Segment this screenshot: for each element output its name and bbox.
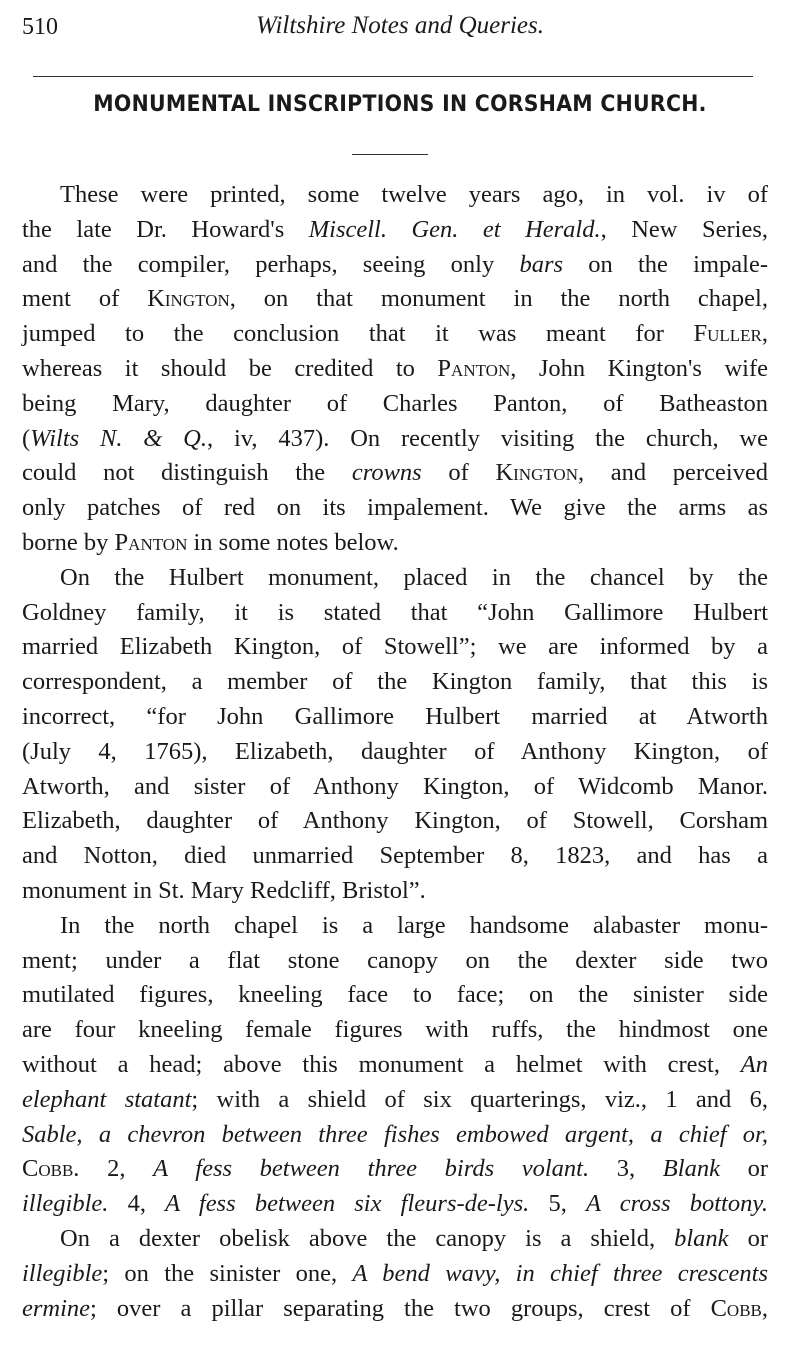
text-segment: are four kneeling female figures with ruffs, the hindmost one <box>22 1016 768 1044</box>
italic-text: Miscell. Gen. et Herald. <box>308 215 601 243</box>
small-caps-name: Fuller <box>693 320 762 348</box>
text-segment: , on that monument in the north chapel, <box>229 285 768 313</box>
text-segment: in some notes below. <box>187 528 399 556</box>
text-segment: 5, <box>529 1190 587 1218</box>
text-segment: , <box>761 1294 768 1322</box>
text-segment: and Notton, died unmarried September 8, 1823, and has a <box>22 842 768 870</box>
text-segment: without a head; above this monument a helmet with crest, <box>22 1050 741 1078</box>
text-segment: Goldney family, it is stated that “John Gallimore Hulbert <box>22 598 768 626</box>
text-line <box>22 874 768 909</box>
text-line <box>22 1083 768 1118</box>
text-segment: ; with a shield of six quarterings, viz., 1 and 6, <box>191 1085 768 1113</box>
italic-text: elephant statant <box>22 1085 192 1113</box>
text-segment: whereas it should be credited to <box>22 354 438 382</box>
italic-text: illegible. <box>22 1190 109 1218</box>
text-line <box>22 1048 768 1083</box>
text-segment: , and perceived <box>577 459 768 487</box>
text-segment: ment; under a flat stone canopy on the dexter side two <box>22 946 768 974</box>
text-segment: Atworth, and sister of Anthony Kington, of Widcomb Manor. <box>22 772 768 800</box>
text-segment: or <box>728 1224 768 1252</box>
text-segment: On a dexter obelisk above the canopy is a shield, <box>60 1224 675 1252</box>
text-line <box>22 770 768 805</box>
text-segment: on the impale- <box>563 250 768 278</box>
text-segment: or <box>719 1155 769 1183</box>
text-line <box>22 456 768 491</box>
italic-text: A fess between three birds volant. <box>153 1155 590 1183</box>
text-line <box>22 1152 768 1187</box>
title-rule <box>352 154 428 155</box>
text-line <box>22 596 768 631</box>
text-line <box>22 630 768 665</box>
italic-text: A fess between six fleurs-de-lys. <box>165 1190 530 1218</box>
italic-text: Wilts N. & Q. <box>30 424 208 452</box>
text-segment: mutilated figures, kneeling face to face; on the sinister side <box>22 981 768 1009</box>
text-line <box>22 526 768 561</box>
text-segment: jumped to the conclusion that it was meant for <box>22 320 694 348</box>
text-segment: , New Series, <box>600 215 768 243</box>
italic-text: blank <box>674 1224 729 1252</box>
text-segment: and the compiler, perhaps, seeing only <box>22 250 520 278</box>
text-line <box>22 735 768 770</box>
text-segment: married Elizabeth Kington, of Stowell”; we are informed by a <box>22 633 768 661</box>
text-segment: only patches of red on its impalement. We give the arms as <box>22 494 768 522</box>
text-line <box>22 665 768 700</box>
text-line <box>22 1222 768 1257</box>
text-line <box>22 944 768 979</box>
text-line <box>22 491 768 526</box>
italic-text: illegible <box>22 1259 103 1287</box>
text-segment: , <box>761 320 768 348</box>
text-line <box>22 1292 768 1327</box>
italic-text: bars <box>519 250 564 278</box>
text-line <box>22 282 768 317</box>
small-caps-name: Kington <box>147 285 230 313</box>
text-line <box>22 839 768 874</box>
italic-text: crowns <box>351 459 422 487</box>
text-segment: being Mary, daughter of Charles Panton, of Batheaston <box>22 389 768 417</box>
text-line <box>22 352 768 387</box>
text-line <box>22 1013 768 1048</box>
text-segment: 2, <box>79 1155 154 1183</box>
italic-text: A bend wavy, in chief three crescents <box>352 1259 768 1287</box>
header-rule <box>33 76 753 77</box>
text-segment: , John Kington's wife <box>510 354 768 382</box>
text-segment: ; on the sinister one, <box>102 1259 353 1287</box>
small-caps-name: Panton <box>437 354 511 382</box>
text-line <box>22 1257 768 1292</box>
italic-text: Sable, a chevron between three fishes embowed argent, a chief or, <box>22 1120 768 1148</box>
text-segment: monument in St. Mary Redcliff, Bristol”. <box>22 876 426 904</box>
text-line <box>22 1187 768 1222</box>
italic-text: An <box>740 1050 768 1078</box>
text-segment: borne by <box>22 528 115 556</box>
italic-text: Blank <box>662 1155 720 1183</box>
text-line <box>22 978 768 1013</box>
running-title: Wiltshire Notes and Queries. <box>256 12 544 39</box>
text-segment: These were printed, some twelve years ago, in vol. iv of <box>60 181 768 208</box>
text-segment: 3, <box>589 1155 663 1183</box>
text-segment: ( <box>22 424 31 452</box>
text-line <box>22 700 768 735</box>
text-line <box>22 178 768 213</box>
article-body <box>22 178 768 1326</box>
text-segment: (July 4, 1765), Elizabeth, daughter of Anthony Kington, of <box>22 737 768 765</box>
small-caps-name: Kington <box>495 459 578 487</box>
text-line <box>22 213 768 248</box>
text-segment: incorrect, “for John Gallimore Hulbert married at Atworth <box>22 702 768 730</box>
small-caps-name: Cobb. <box>22 1155 80 1183</box>
text-line <box>22 387 768 422</box>
text-segment: of <box>421 459 496 487</box>
small-caps-name: Cobb <box>710 1294 762 1322</box>
page-number: 510 <box>22 14 58 40</box>
text-segment: could not distinguish the <box>22 459 352 487</box>
text-segment: 4, <box>108 1190 166 1218</box>
text-segment: ment of <box>22 285 148 313</box>
italic-text: A cross bottony. <box>586 1190 768 1218</box>
text-segment: Elizabeth, daughter of Anthony Kington, of Stowell, Corsham <box>22 807 768 835</box>
text-line <box>22 317 768 352</box>
article-title: MONUMENTAL INSCRIPTIONS IN CORSHAM CHURCH. <box>93 92 707 117</box>
text-line <box>22 804 768 839</box>
text-segment: In the north chapel is a large handsome alabaster monu- <box>60 911 768 939</box>
text-segment: On the Hulbert monument, placed in the chancel by the <box>60 563 768 591</box>
text-segment: ; over a pillar separating the two groups, crest of <box>90 1294 711 1322</box>
text-line <box>22 422 768 457</box>
text-line <box>22 248 768 283</box>
text-line <box>22 561 768 596</box>
italic-text: ermine <box>22 1294 91 1322</box>
text-line <box>22 909 768 944</box>
text-segment: the late Dr. Howard's <box>22 215 309 243</box>
text-line <box>22 1118 768 1153</box>
text-segment: , iv, 437). On recently visiting the church, we <box>207 424 768 452</box>
small-caps-name: Panton <box>114 528 188 556</box>
text-segment: correspondent, a member of the Kington family, that this is <box>22 668 768 696</box>
